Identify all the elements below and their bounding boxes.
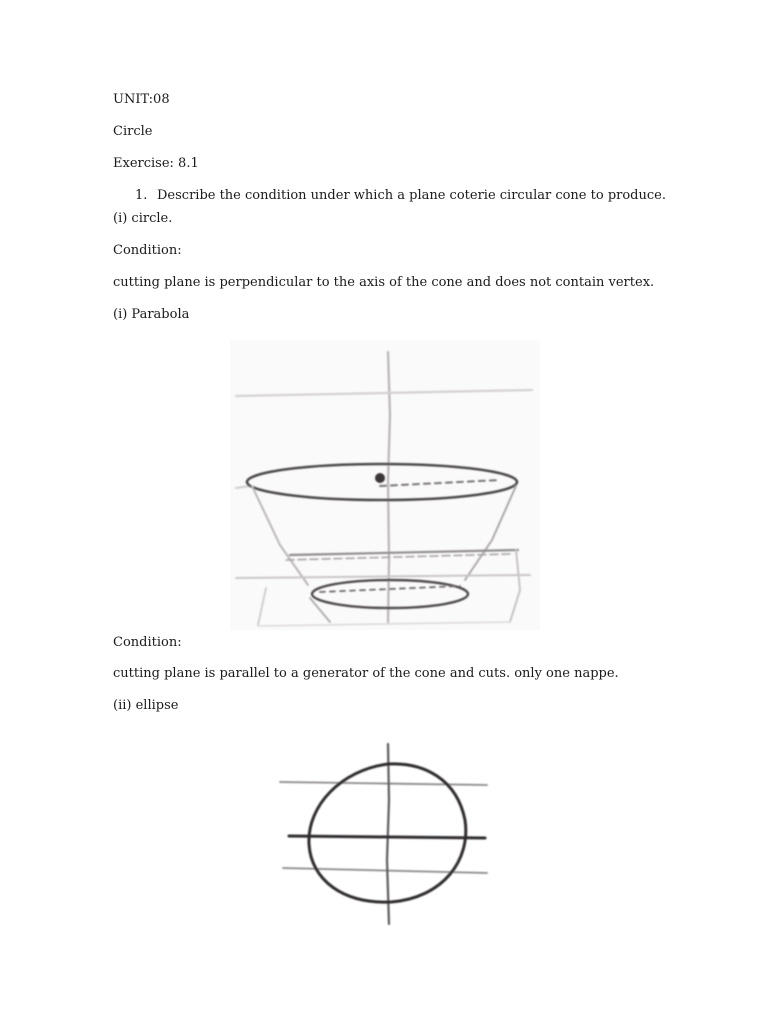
unit-heading: UNIT:08	[113, 92, 170, 107]
condition-text-parabola: cutting plane is parallel to a generator of the cone and cuts. only one nappe.	[113, 666, 619, 681]
question-number: 1.	[135, 188, 148, 203]
section-heading-parabola: (i) Parabola	[113, 307, 190, 322]
section-heading-ellipse: (ii) ellipse	[113, 698, 179, 713]
cone-parabola-sketch	[230, 340, 540, 630]
ellipse-sketch	[275, 740, 495, 930]
condition-label-parabola: Condition:	[113, 635, 182, 650]
exercise-title: Exercise: 8.1	[113, 156, 199, 171]
chapter-title: Circle	[113, 124, 153, 139]
section-heading-circle: (i) circle.	[113, 211, 173, 226]
condition-label-circle: Condition:	[113, 243, 182, 258]
condition-text-circle: cutting plane is perpendicular to the axis of the cone and does not contain vertex.	[113, 275, 655, 290]
question-text: Describe the condition under which a plane coterie circular cone to produce.	[157, 188, 666, 203]
question-item	[135, 188, 666, 204]
